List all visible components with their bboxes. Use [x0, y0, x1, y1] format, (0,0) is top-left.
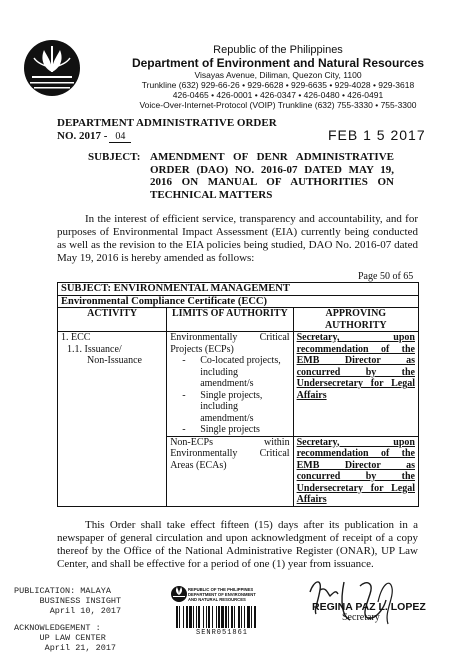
barcode-bar — [189, 606, 192, 628]
order-number-prefix: NO. 2017 - — [57, 130, 108, 142]
barcode-bar — [186, 606, 188, 628]
subject-label: SUBJECT: — [88, 151, 141, 163]
stamp-line: DEPARTMENT OF ENVIRONMENT — [188, 592, 256, 597]
barcode-bar — [179, 606, 180, 628]
approving-cell: Secretary, upon recommendation of the EMB Director as concurred by the Undersecretary for Legal Affairs — [293, 436, 418, 506]
closing-paragraph: This Order shall take effect fifteen (15) days after its publication in a newspaper of general circulation and upon acknowledgment of receipt of a copy thereof by the Office of the National Administrative Register (ONAR), UP Law Center, and shall be effective for a period of one (1) year from issuance. — [57, 519, 418, 570]
table-subject-row: SUBJECT: ENVIRONMENTAL MANAGEMENT — [58, 283, 419, 296]
barcode-bar — [183, 606, 184, 628]
barcode-bar — [251, 606, 252, 628]
table-row — [58, 332, 419, 437]
barcode-bar — [212, 606, 213, 628]
barcode-bar — [241, 606, 242, 628]
letterhead-trunkline: Trunkline (632) 929-66-26 • 929-6628 • 929-6635 • 929-4028 • 929-3618 — [141, 80, 415, 90]
limits-list — [170, 355, 289, 436]
stamp-line: REPUBLIC OF THE PHILIPPINES — [188, 587, 254, 592]
stamp-line: AND NATURAL RESOURCES — [188, 597, 246, 602]
publication-stamp — [14, 586, 121, 616]
acknowledgement-stamp — [14, 623, 116, 653]
barcode-bar — [216, 606, 217, 628]
signatory-name: REGINA PAZ L. LOPEZ — [312, 601, 426, 613]
header-limits: LIMITS OF AUTHORITY — [167, 308, 293, 332]
activity-cell — [58, 332, 167, 507]
barcode-bar — [244, 606, 245, 628]
barcode-bar — [193, 606, 194, 628]
barcode-icon — [174, 606, 282, 628]
barcode-bar — [221, 606, 224, 628]
limits-intro: Environmentally Critical Projects (ECPs) — [170, 332, 290, 355]
header-activity: ACTIVITY — [58, 308, 167, 332]
barcode-bar — [176, 606, 178, 628]
acknowledgement-line: UP LAW CENTER — [14, 633, 106, 643]
barcode-bar — [208, 606, 210, 628]
activity-line: Non-Issuance — [87, 355, 142, 366]
approving-cell: Secretary, upon recommendation of the EMB Director as concurred by the Undersecretary for Legal Affairs — [293, 332, 418, 437]
barcode-bar — [206, 606, 207, 628]
order-number-block — [57, 117, 277, 143]
letterhead-department: Department of Environment and Natural Resources — [131, 56, 425, 70]
list-item: - Co-located projects, including amendment/s — [188, 355, 289, 390]
table-page-reference: Page 50 of 65 — [358, 271, 414, 282]
barcode-bar — [218, 606, 220, 628]
stamp-text — [188, 587, 288, 602]
barcode-bar — [196, 606, 197, 628]
barcode-bar — [234, 606, 235, 628]
denr-seal-icon — [22, 38, 82, 98]
barcode-bar — [254, 606, 256, 628]
order-number-value: 04 — [109, 131, 131, 143]
barcode-bar — [238, 606, 240, 628]
subject-text: AMENDMENT OF DENR ADMINISTRATIVE ORDER (DAO) NO. 2016-07 DATED MAY 19, 2016 ON MANUAL OF AUTHORITIES ON TECHNICAL MATTERS — [150, 151, 394, 201]
authority-table — [57, 282, 419, 507]
intro-paragraph: In the interest of efficient service, transparency and accountability, and for purposes of Environmental Impact Assessment (EIA) currently being conducted as well as the revision to the EIA policies being studied, DAO No. 2016-07 dated May 19, 2016 is hereby amended as follows: — [57, 213, 418, 264]
header-approving: APPROVING AUTHORITY — [293, 308, 418, 332]
order-date-stamp: FEB 1 5 2017 — [328, 127, 426, 143]
list-item: - Single projects, including amendment/s — [188, 390, 289, 425]
letterhead-republic: Republic of the Philippines — [213, 44, 343, 56]
acknowledgement-line: April 21, 2017 — [14, 643, 117, 653]
list-item: - Single projects — [188, 424, 289, 436]
barcode-bar — [231, 606, 233, 628]
letterhead-address: Visayas Avenue, Diliman, Quezon City, 1100 — [194, 70, 362, 80]
barcode-bar — [228, 606, 229, 628]
table-section-row: Environmental Compliance Certificate (ECC) — [58, 295, 419, 308]
letterhead-voip: Voice-Over-Internet-Protocol (VOIP) Trunkline (632) 755-3330 • 755-3300 — [139, 100, 417, 110]
activity-line: 1.1. Issuance/ — [67, 343, 122, 355]
publication-line: April 10, 2017 — [14, 606, 122, 616]
publication-line: BUSINESS INSIGHT — [14, 596, 122, 606]
publication-line: PUBLICATION: MALAYA — [14, 586, 111, 596]
barcode-bar — [247, 606, 250, 628]
activity-line: 1. ECC — [61, 332, 91, 343]
order-number — [57, 130, 277, 143]
barcode-bar — [198, 606, 200, 628]
order-title: DEPARTMENT ADMINISTRATIVE ORDER — [57, 117, 277, 129]
barcode-number: SENR051861 — [196, 629, 249, 637]
barcode-bar — [225, 606, 227, 628]
barcode-bar — [203, 606, 204, 628]
limits-cell: Non-ECPs within Environmentally Critical Areas (ECAs) — [167, 436, 293, 506]
limits-cell — [167, 332, 293, 437]
acknowledgement-line: ACKNOWLEDGEMENT : — [14, 623, 101, 633]
letterhead-phones: 426-0465 • 426-0001 • 426-0347 • 426-0480 • 426-0491 — [172, 90, 384, 100]
signatory-title: Secretary — [342, 612, 380, 623]
